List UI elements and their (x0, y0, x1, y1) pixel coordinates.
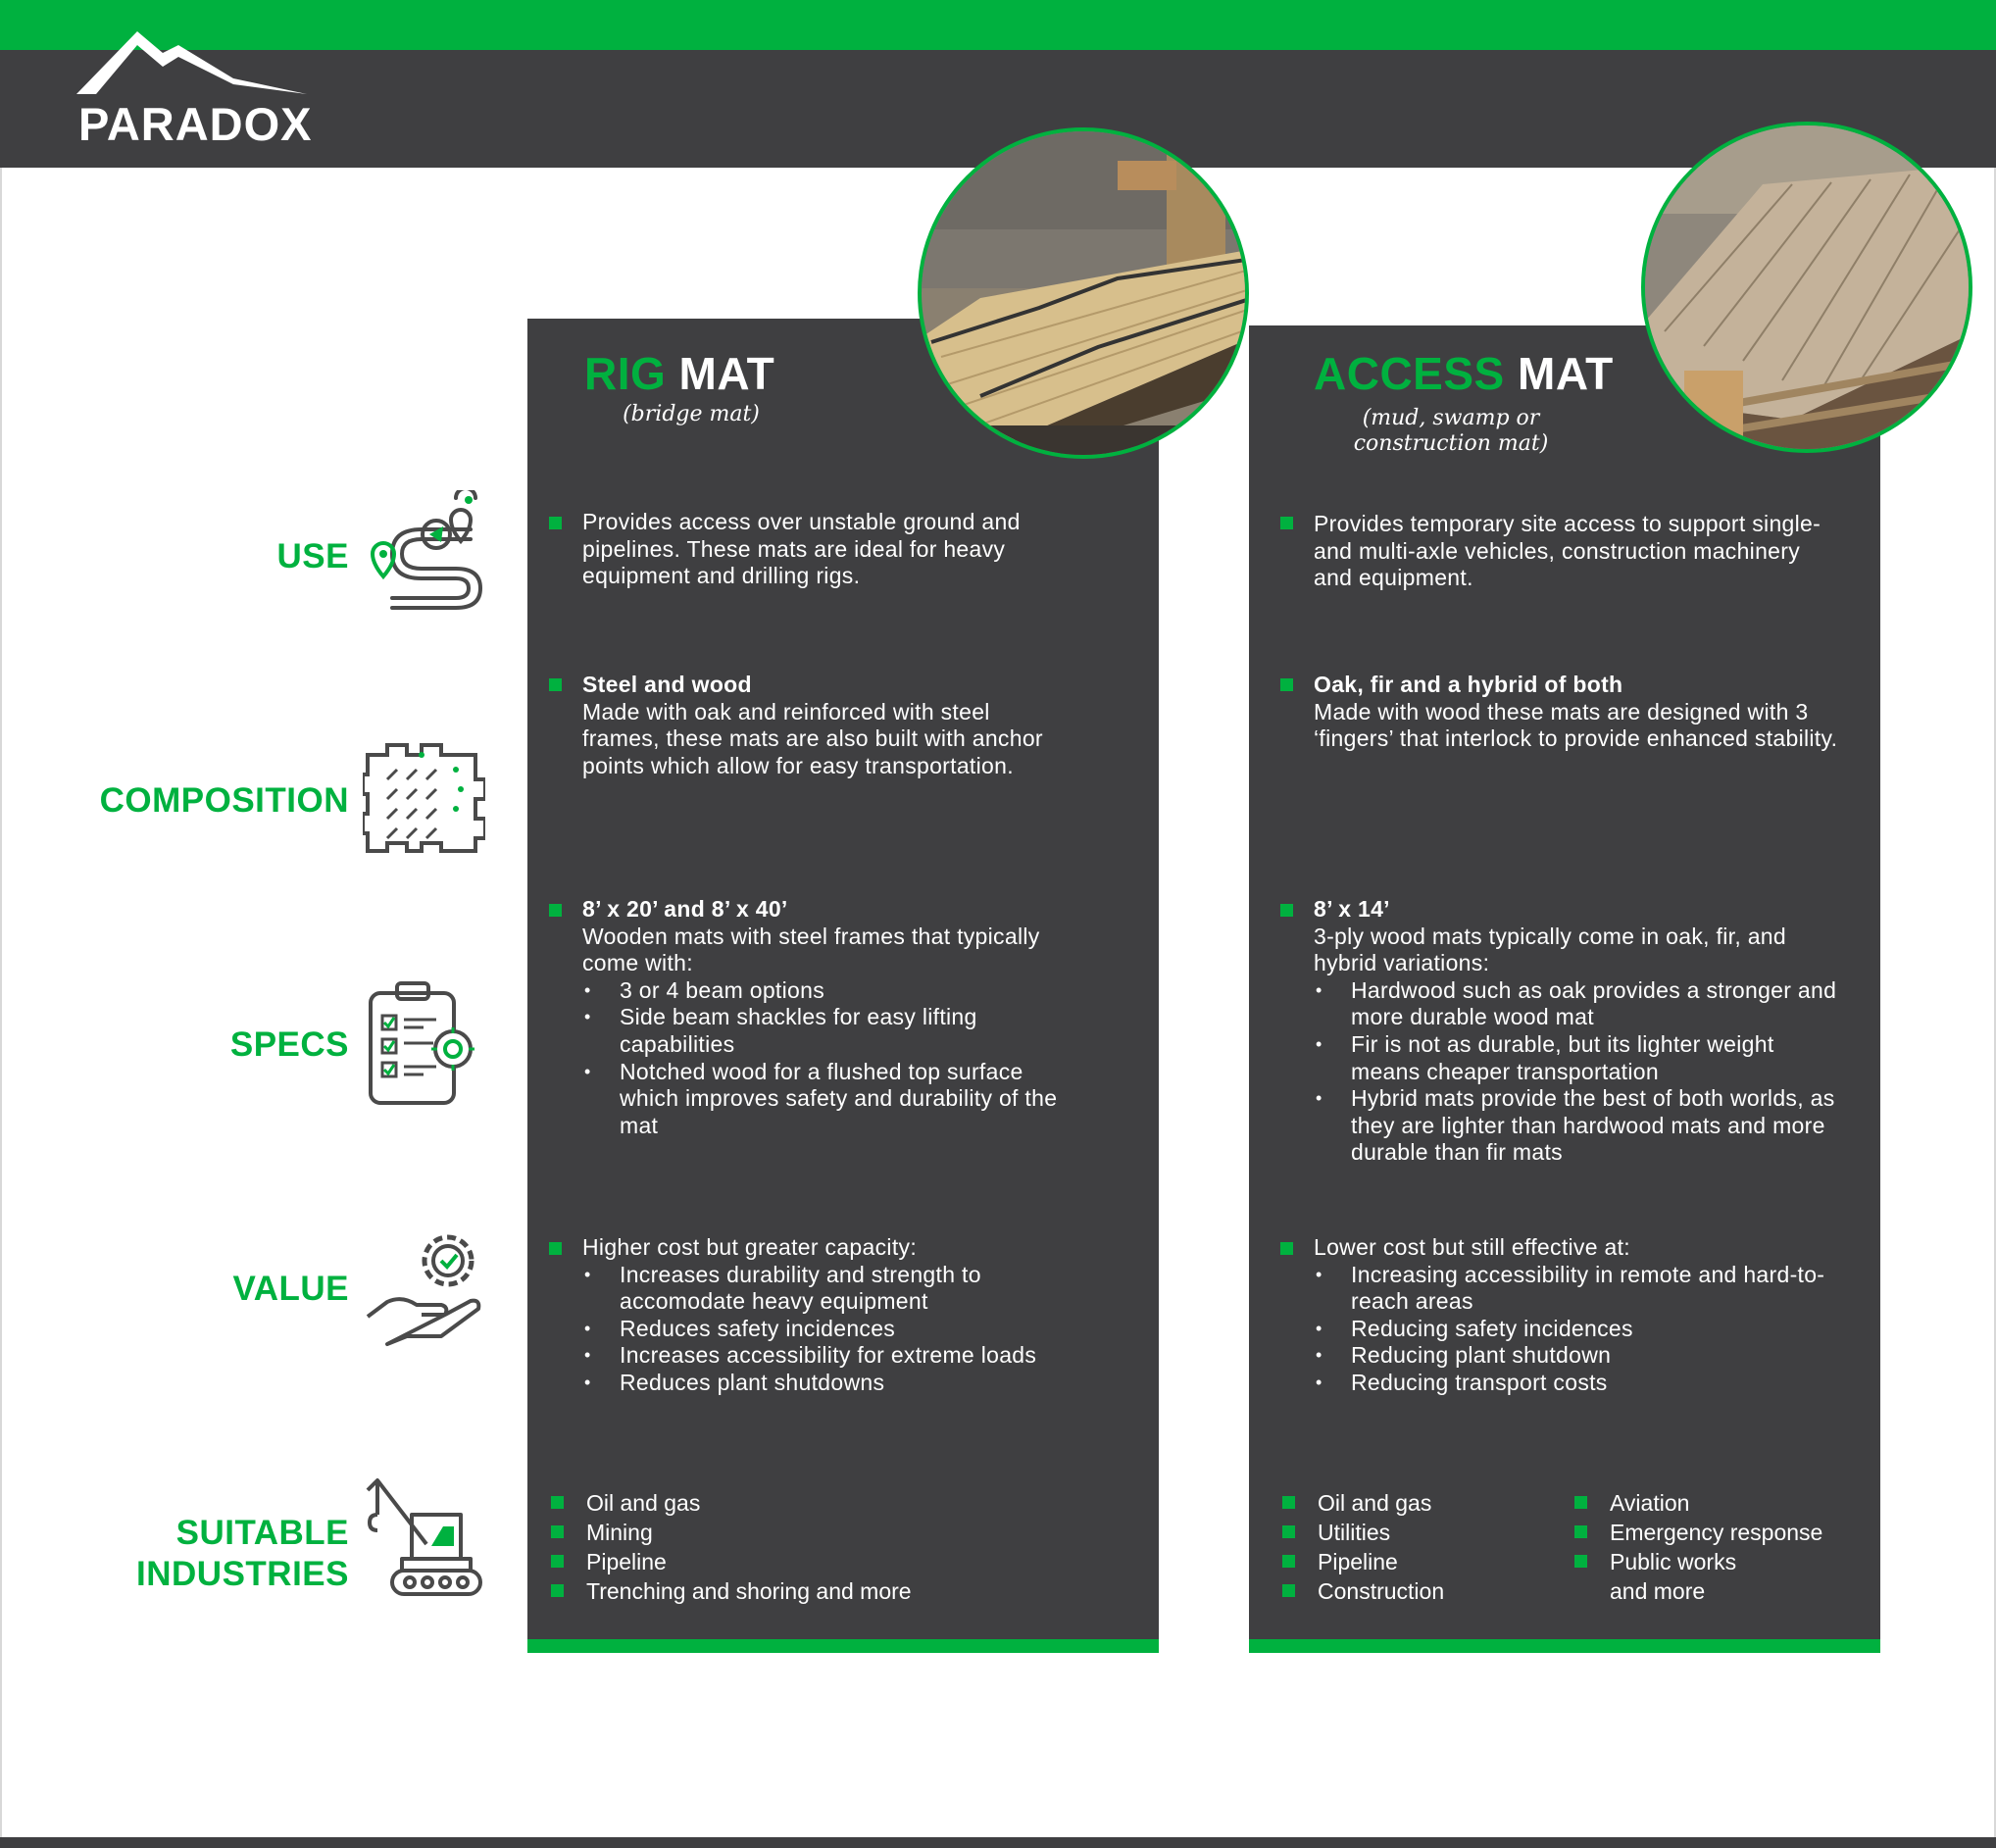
rig-spec-item: • 3 or 4 beam options (582, 977, 1073, 1005)
rig-industry-item: Oil and gas (551, 1488, 1100, 1518)
crane-excavator-icon (363, 1475, 485, 1598)
access-spec-item: • Hybrid mats provide the best of both worlds, as they are lighter than hardwood mats and more durable than fir mats (1314, 1085, 1843, 1167)
access-industry-item: Oil and gas (1282, 1488, 1567, 1518)
label-composition: COMPOSITION (99, 781, 349, 820)
rig-specs-body: Wooden mats with steel frames that typically come with: (582, 923, 1040, 976)
access-mat-title (1314, 347, 1614, 400)
access-value-item: • Increasing accessibility in remote and hard-to-reach areas (1314, 1262, 1843, 1316)
rig-spec-item: • Notched wood for a flushed top surface which improves safety and durability of the mat (582, 1059, 1073, 1140)
rig-value-item: • Increases durability and strength to accomodate heavy equipment (582, 1262, 1073, 1316)
rig-use-bullet (549, 517, 562, 529)
access-title-white: MAT (1504, 348, 1614, 399)
rig-composition-bullet (549, 678, 562, 691)
access-use-text: Provides temporary site access to support single- and multi-axle vehicles, construction machinery and equipment. (1314, 511, 1821, 591)
access-mat-photo (1641, 122, 1972, 453)
access-use-bullet (1280, 517, 1293, 529)
route-map-pin-icon (363, 490, 485, 613)
rig-value-item: • Reduces safety incidences (582, 1316, 1073, 1343)
access-industry-item: Pipeline (1282, 1547, 1567, 1576)
access-composition-bullet (1280, 678, 1293, 691)
rig-mat-subtitle: (bridge mat) (623, 402, 760, 426)
rig-value (582, 1234, 1073, 1397)
access-industry-item: Emergency response (1574, 1518, 1869, 1547)
rig-value-item: • Reduces plant shutdowns (582, 1370, 1073, 1397)
label-specs: SPECS (229, 1025, 349, 1064)
access-specs-body: 3-ply wood mats typically come in oak, fir, and hybrid variations: (1314, 923, 1786, 976)
rig-mat-title (584, 347, 774, 400)
rig-industries (551, 1488, 1100, 1606)
rig-specs (582, 896, 1073, 1139)
mountain-logo-icon (76, 24, 307, 102)
interlocking-mat-icon (363, 735, 485, 858)
access-composition (1314, 672, 1843, 753)
rig-industry-item: Trenching and shoring and more (551, 1576, 1100, 1606)
access-spec-item: • Hardwood such as oak provides a stronger and more durable wood mat (1314, 977, 1843, 1031)
access-industry-item: Aviation (1574, 1488, 1869, 1518)
access-industries-col2 (1574, 1488, 1869, 1606)
rig-value-body: Higher cost but greater capacity: (582, 1234, 918, 1260)
access-subtitle-line1: (mud, swamp or (1362, 406, 1540, 430)
bottom-rule (0, 1837, 1996, 1848)
access-composition-body: Made with wood these mats are designed with 3 ‘fingers’ that interlock to provide enhanced stability. (1314, 698, 1838, 752)
label-industries-line2: INDUSTRIES (136, 1555, 349, 1593)
clipboard-checklist-gear-icon (363, 978, 485, 1111)
rig-value-bullet (549, 1242, 562, 1255)
access-industries-col1 (1282, 1488, 1567, 1606)
paradox-logo (76, 24, 313, 163)
access-spec-item: • Fir is not as durable, but its lighter weight means cheaper transportation (1314, 1031, 1843, 1085)
hand-gear-check-icon (363, 1228, 485, 1351)
access-value-bullet (1280, 1242, 1293, 1255)
access-industry-item: Construction (1282, 1576, 1567, 1606)
rig-value-item: • Increases accessibility for extreme loads (582, 1342, 1073, 1370)
access-value-item: • Reducing transport costs (1314, 1370, 1843, 1397)
page-border-left (0, 168, 2, 1837)
rig-industry-item: Mining (551, 1518, 1100, 1547)
access-industry-item-continued: and more (1610, 1578, 1706, 1604)
rig-card-accent (527, 1639, 1159, 1653)
access-title-green: ACCESS (1314, 348, 1505, 399)
rig-use-text: Provides access over unstable ground and pipelines. These mats are ideal for heavy equipment and drilling rigs. (582, 509, 1021, 589)
rig-title-green: RIG (584, 348, 667, 399)
rig-composition-body: Made with oak and reinforced with steel frames, these mats are also built with anchor points which allow for easy transportation. (582, 698, 1043, 778)
rig-specs-bullet (549, 904, 562, 917)
rig-specs-head: 8’ x 20’ and 8’ x 40’ (582, 896, 788, 922)
access-specs-bullet (1280, 904, 1293, 917)
access-specs (1314, 896, 1843, 1167)
access-mat-subtitle (1333, 406, 1569, 457)
label-industries-line1: SUITABLE (175, 1514, 349, 1552)
access-subtitle-line2: construction mat) (1353, 431, 1549, 456)
rig-composition (582, 672, 1073, 779)
brand-name: PARADOX (78, 98, 313, 150)
access-industry-item: Utilities (1282, 1518, 1567, 1547)
label-value: VALUE (232, 1270, 349, 1308)
access-value-item: • Reducing plant shutdown (1314, 1342, 1843, 1370)
rig-title-white: MAT (666, 348, 775, 399)
access-composition-head: Oak, fir and a hybrid of both (1314, 672, 1623, 697)
rig-spec-item: • Side beam shackles for easy lifting capabilities (582, 1004, 1073, 1058)
rig-mat-photo (918, 127, 1249, 459)
access-industry-item: Public works (1574, 1547, 1869, 1576)
rig-industry-item: Pipeline (551, 1547, 1100, 1576)
access-value-body: Lower cost but still effective at: (1314, 1234, 1630, 1260)
access-specs-head: 8’ x 14’ (1314, 896, 1390, 922)
label-use: USE (276, 537, 349, 575)
access-value (1314, 1234, 1843, 1397)
rig-composition-head: Steel and wood (582, 672, 752, 697)
access-value-item: • Reducing safety incidences (1314, 1316, 1843, 1343)
access-card-accent (1249, 1639, 1880, 1653)
